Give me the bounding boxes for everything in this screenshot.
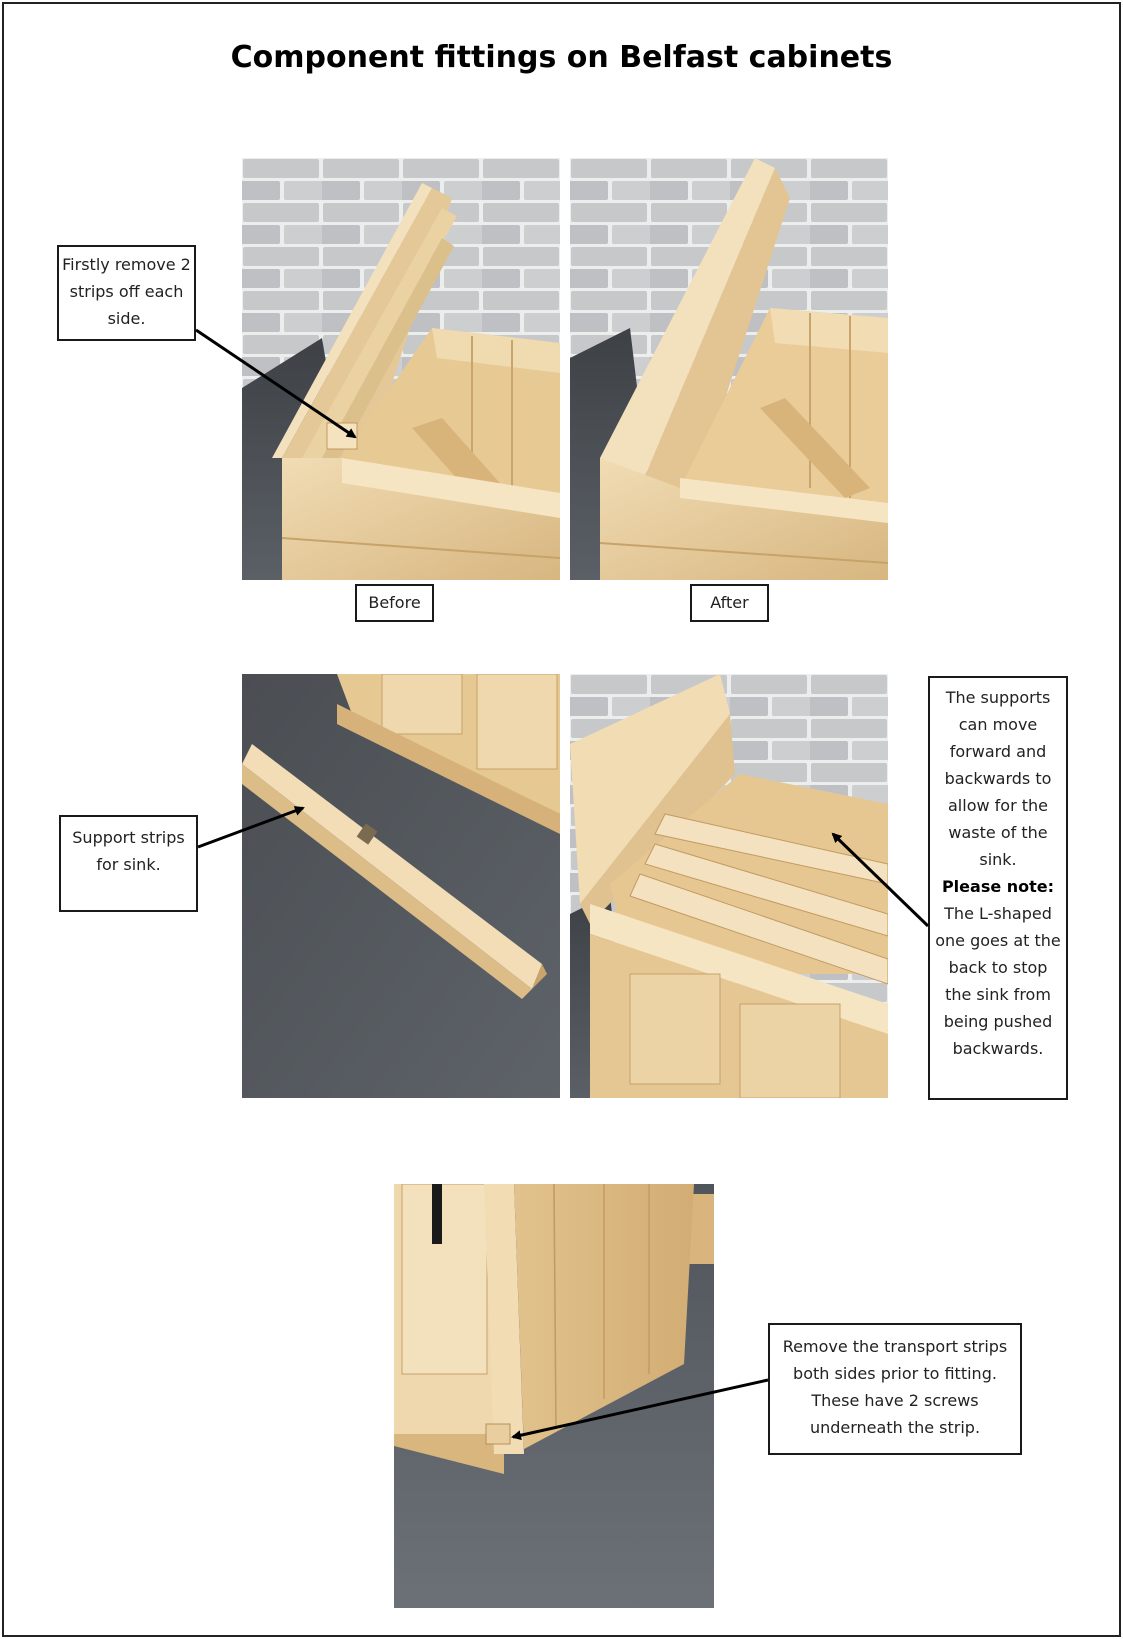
- callout-line: backwards to: [944, 769, 1052, 788]
- photo-before-cabinet: [242, 158, 560, 580]
- callout-line: back to stop: [948, 958, 1048, 977]
- callout-line: backwards.: [952, 1039, 1044, 1058]
- before-label: Before: [355, 584, 434, 622]
- photo-supports-fitted: [570, 674, 888, 1098]
- please-note-label: Please note:: [941, 877, 1055, 896]
- callout-line: the sink from: [945, 985, 1051, 1004]
- callout-line: one goes at the: [935, 931, 1061, 950]
- callout-line: These have 2 screws: [811, 1391, 979, 1410]
- page-title: Component fittings on Belfast cabinets: [230, 40, 893, 75]
- callout-line: Support strips: [72, 828, 185, 847]
- callout-line: sink.: [979, 850, 1017, 869]
- callout-line: both sides prior to fitting.: [793, 1364, 997, 1383]
- photo-support-strip: [242, 674, 560, 1098]
- callout-line: being pushed: [943, 1012, 1053, 1031]
- callout-line: Remove the transport strips: [782, 1337, 1008, 1356]
- callout-line: underneath the strip.: [809, 1418, 981, 1437]
- after-label: After: [690, 584, 769, 622]
- callout-line: waste of the: [948, 823, 1048, 842]
- callout-line: can move: [958, 715, 1038, 734]
- callout-line: allow for the: [948, 796, 1048, 815]
- callout-transport-strips: [768, 1323, 1022, 1455]
- callout-line: The supports: [945, 688, 1051, 707]
- callout-supports-note: [928, 676, 1068, 1100]
- callout-support-strips: [59, 815, 198, 912]
- callout-line: strips off each: [69, 282, 184, 301]
- callout-line: for sink.: [96, 855, 161, 874]
- callout-line: forward and: [949, 742, 1047, 761]
- callout-line: The L-shaped: [944, 904, 1052, 923]
- callout-line: Firstly remove 2: [62, 255, 191, 274]
- callout-remove-strips: [57, 245, 196, 341]
- photo-transport-strip: [394, 1184, 714, 1608]
- callout-line: side.: [107, 309, 146, 328]
- photo-after-cabinet: [570, 158, 888, 580]
